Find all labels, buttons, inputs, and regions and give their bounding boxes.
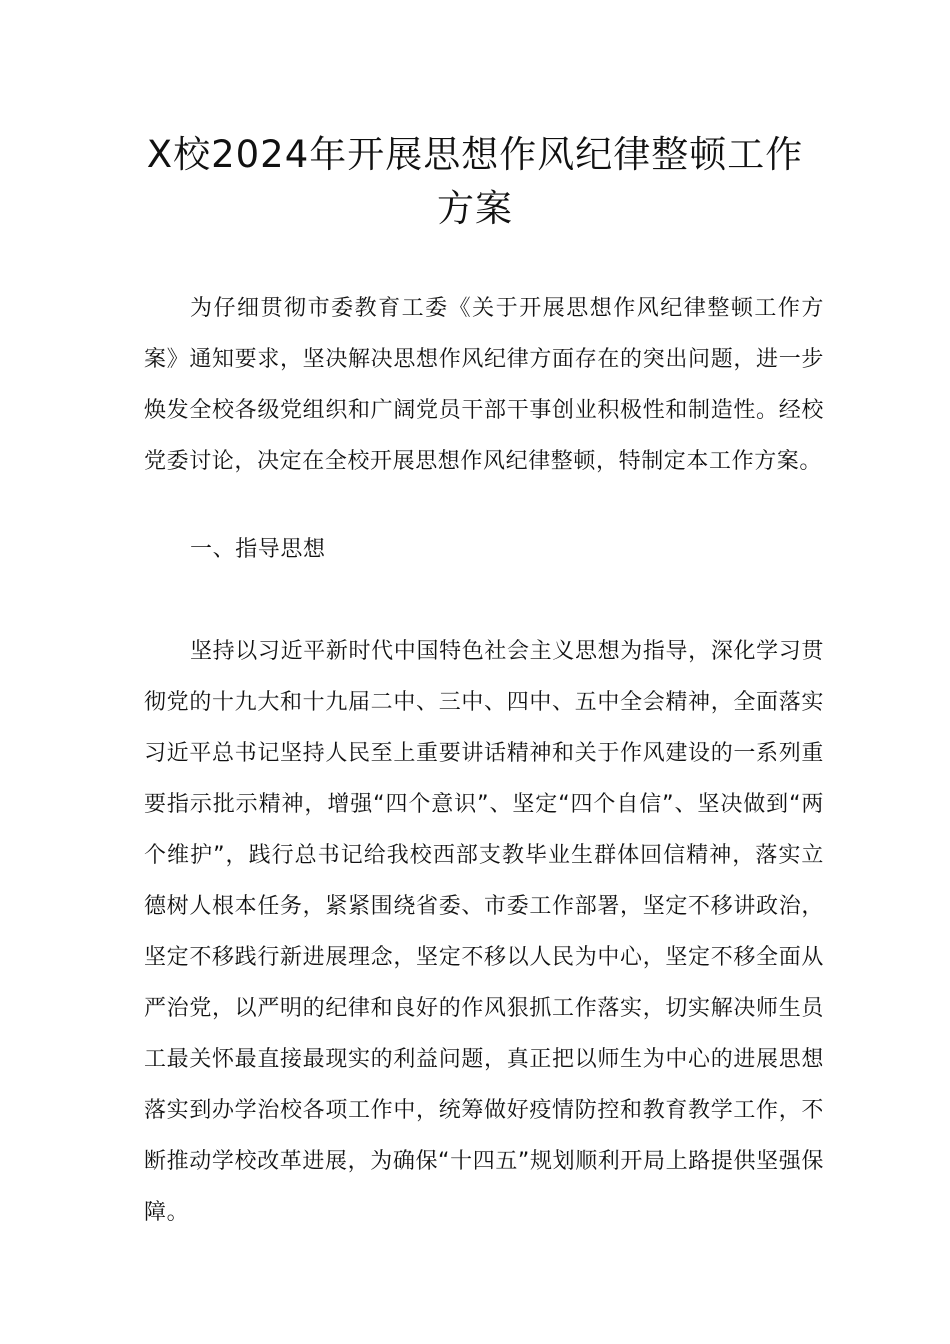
document-title-line-1: X校2024年开展思想作风纪律整顿工作 [146, 133, 804, 176]
document-title-line-2: 方案 [437, 187, 513, 230]
intro-paragraph: 为仔细贯彻市委教育工委《关于开展思想作风纪律整顿工作方案》通知要求，坚决解决思想作风纪律方面存在的突出问题，进一步焕发全校各级党组织和广阔党员干部干事创业积极性和制造性。经校党委讨论，决定在全校开展思想作风纪律整顿，特制定本工作方案。 [144, 296, 824, 474]
section-heading-guiding-ideology: 一、指导思想 [190, 537, 326, 562]
section-paragraph-guiding-ideology: 坚持以习近平新时代中国特色社会主义思想为指导，深化学习贯彻党的十九大和十九届二中、三中、四中、五中全会精神，全面落实习近平总书记坚持人民至上重要讲话精神和关于作风建设的一系列重要指示批示精神，增强“四个意识”、坚定“四个自信”、坚决做到“两个维护”，践行总书记给我校西部支教毕业生群体回信精神，落实立德树人根本任务，紧紧围绕省委、市委工作部署，坚定不移讲政治，坚定不移践行新进展理念，坚定不移以人民为中心，坚定不移全面从严治党，以严明的纪律和良好的作风狠抓工作落实，切实解决师生员工最关怀最直接最现实的利益问题，真正把以师生为中心的进展思想落实到办学治校各项工作中，统筹做好疫情防控和教育教学工作，不断推动学校改革进展，为确保“十四五”规划顺利开局上路提供坚强保障。 [144, 639, 824, 1225]
